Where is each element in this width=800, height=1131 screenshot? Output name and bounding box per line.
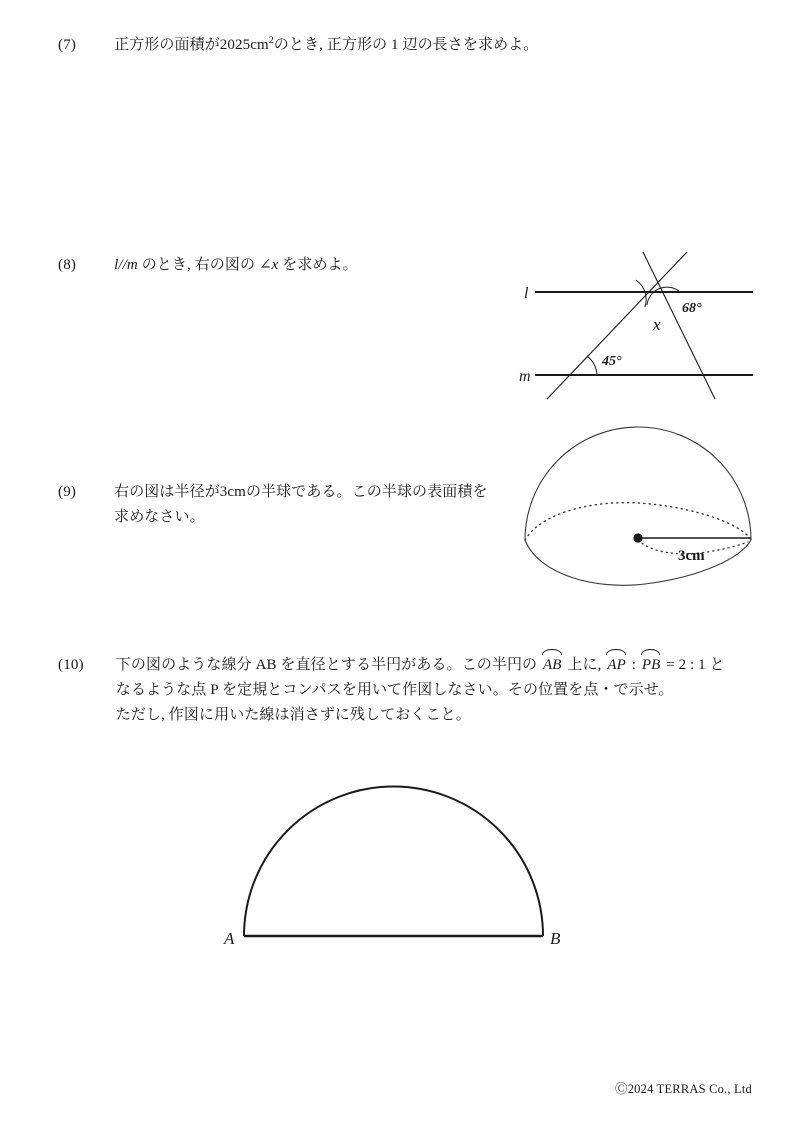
q7-text-a: 正方形の面積が xyxy=(114,37,220,53)
question-10-number: (10) xyxy=(58,657,84,673)
q9-text-b: の半球である。この半球の表面積を xyxy=(245,484,488,500)
point-b-label: B xyxy=(550,929,561,948)
question-7-line-1 xyxy=(114,33,538,58)
question-10-body xyxy=(116,653,725,728)
question-10-line-1 xyxy=(116,653,725,678)
q10-ratio-value: = 2 : 1 と xyxy=(662,657,725,673)
q8-text-b: を求めよ。 xyxy=(278,257,358,273)
hemisphere-center-point xyxy=(633,533,642,542)
q10-ratio-colon-1: : xyxy=(627,657,640,673)
question-7-number: (7) xyxy=(58,37,77,53)
figure-parallel-lines xyxy=(505,252,795,402)
hemisphere-dome-arc xyxy=(525,427,751,540)
transversal-left-line xyxy=(547,252,687,399)
question-9-body xyxy=(114,480,487,530)
q7-exponent: 2 xyxy=(268,35,274,46)
q10-arc-ap: AP xyxy=(606,653,627,678)
q10-text-b: を直径とする半円がある。この半円の xyxy=(276,657,542,673)
q10-text-c: 上に, xyxy=(563,657,606,673)
q8-text-a: のとき, 右の図の ∠ xyxy=(137,257,272,273)
parallel-lines-svg xyxy=(505,252,795,402)
q9-text-a: 右の図は半径が xyxy=(114,484,220,500)
q10-arc-ab: AB xyxy=(542,653,563,678)
angle-label-45: 45° xyxy=(602,354,622,369)
q8-angle-variable: x xyxy=(271,257,279,273)
question-8 xyxy=(58,253,358,278)
figure-semicircle xyxy=(200,778,600,968)
angle-arc-68 xyxy=(647,287,680,305)
line-l-label: l xyxy=(524,285,529,302)
q10-segment-ab: AB xyxy=(255,657,277,673)
line-m-label: m xyxy=(519,368,531,385)
q8-parallel-expression: l//m xyxy=(114,257,138,273)
figure-hemisphere xyxy=(505,412,795,587)
angle-arc-x xyxy=(636,280,646,307)
hemisphere-radius-label: 3cm xyxy=(678,548,705,564)
footer-copyright: Ⓒ2024 TERRAS Co., Ltd xyxy=(615,1082,752,1096)
semicircle-arc xyxy=(244,787,543,937)
question-8-line-1 xyxy=(114,253,358,278)
q10-text-d: なるような点 xyxy=(115,682,211,698)
question-10-line-3: ただし, 作図に用いた線は消さずに残しておくこと。 xyxy=(115,707,471,723)
angle-label-x: x xyxy=(653,315,661,334)
question-9 xyxy=(58,480,488,530)
q10-text-a: 下の図のような線分 xyxy=(115,657,256,673)
q10-arc-pb: PB xyxy=(641,653,662,678)
question-9-number: (9) xyxy=(58,484,77,500)
question-9-line-1 xyxy=(114,480,487,505)
q10-point-p: P xyxy=(210,682,219,698)
hemisphere-front-rim-arc xyxy=(525,540,751,585)
angle-label-68: 68° xyxy=(682,301,702,316)
question-8-body xyxy=(114,253,358,278)
question-10 xyxy=(58,653,725,728)
q9-radius-value: 3cm xyxy=(219,484,246,500)
q10-text-e: を定規とコンパスを用いて作図しなさい。その位置を点・で示せ。 xyxy=(218,682,674,698)
question-9-line-2: 求めなさい。 xyxy=(114,509,205,525)
question-7 xyxy=(58,33,538,58)
semicircle-svg xyxy=(200,778,600,968)
question-7-body xyxy=(114,33,538,58)
q7-text-b: のとき, 正方形の 1 辺の長さを求めよ。 xyxy=(273,37,539,53)
point-a-label: A xyxy=(224,929,235,948)
question-10-line-2 xyxy=(116,678,725,703)
angle-arc-45 xyxy=(587,356,597,375)
question-8-number: (8) xyxy=(58,257,77,273)
q7-area-value: 2025cm xyxy=(219,37,269,53)
hemisphere-svg xyxy=(505,412,795,587)
